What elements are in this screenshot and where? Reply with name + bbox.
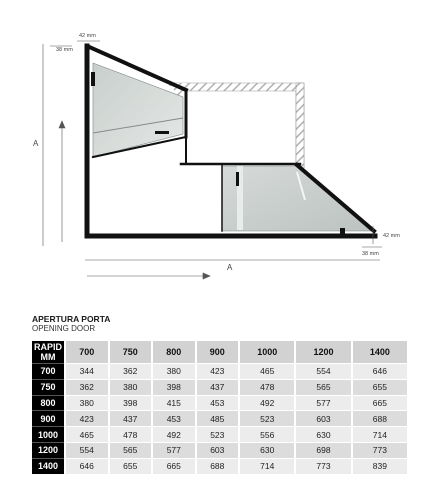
column-header: 1200 xyxy=(294,341,350,363)
table-cell: 655 xyxy=(108,458,152,474)
table-cell: 478 xyxy=(108,426,152,442)
table-row xyxy=(32,426,407,442)
table-cell: 714 xyxy=(351,426,407,442)
table-cell: 630 xyxy=(294,426,350,442)
column-header: 1400 xyxy=(351,341,407,363)
table-cell: 565 xyxy=(294,379,350,395)
table-cell: 398 xyxy=(151,379,195,395)
table-cell: 465 xyxy=(64,426,108,442)
table-cell: 646 xyxy=(64,458,108,474)
dim-right-depth: 42 mm xyxy=(383,233,400,239)
table-cell: 688 xyxy=(351,410,407,426)
table-cell: 688 xyxy=(195,458,239,474)
table-cell: 839 xyxy=(351,458,407,474)
table-cell: 603 xyxy=(195,442,239,458)
row-header: 750 xyxy=(32,379,64,395)
row-header: 1000 xyxy=(32,426,64,442)
table-cell: 492 xyxy=(238,395,294,411)
table-cell: 554 xyxy=(294,363,350,379)
table-cell: 523 xyxy=(238,410,294,426)
table-cell: 630 xyxy=(238,442,294,458)
table-row xyxy=(32,379,407,395)
dim-top-width: 42 mm xyxy=(79,33,96,39)
table-cell: 478 xyxy=(238,379,294,395)
column-header: 800 xyxy=(151,341,195,363)
table-cell: 437 xyxy=(108,410,152,426)
table-cell: 362 xyxy=(108,363,152,379)
table-subtitle: OPENING DOOR xyxy=(32,324,96,333)
table-cell: 665 xyxy=(151,458,195,474)
dim-height-label: A xyxy=(33,139,39,148)
table-cell: 577 xyxy=(294,395,350,411)
table-cell: 554 xyxy=(64,442,108,458)
table-cell: 362 xyxy=(64,379,108,395)
column-header: 900 xyxy=(195,341,239,363)
dim-bottom-offset: 38 mm xyxy=(362,251,379,257)
table-header-row xyxy=(32,341,407,363)
table-cell: 646 xyxy=(351,363,407,379)
table-cell: 773 xyxy=(294,458,350,474)
table-cell: 603 xyxy=(294,410,350,426)
wall-hatch xyxy=(167,83,304,168)
table-cell: 380 xyxy=(64,395,108,411)
table-cell: 492 xyxy=(151,426,195,442)
column-header: 1000 xyxy=(238,341,294,363)
table-row xyxy=(32,458,407,474)
row-header: 1200 xyxy=(32,442,64,458)
table-row xyxy=(32,442,407,458)
table-row xyxy=(32,363,407,379)
table-cell: 437 xyxy=(195,379,239,395)
row-header: 800 xyxy=(32,395,64,411)
table-cell: 565 xyxy=(108,442,152,458)
table-cell: 665 xyxy=(351,395,407,411)
table-cell: 655 xyxy=(351,379,407,395)
table-cell: 380 xyxy=(151,363,195,379)
table-cell: 773 xyxy=(351,442,407,458)
table-cell: 453 xyxy=(195,395,239,411)
corner-label xyxy=(32,341,64,363)
table-cell: 453 xyxy=(151,410,195,426)
table-cell: 344 xyxy=(64,363,108,379)
row-header: 700 xyxy=(32,363,64,379)
table-cell: 465 xyxy=(238,363,294,379)
row-header: 1400 xyxy=(32,458,64,474)
table-cell: 398 xyxy=(108,395,152,411)
table-cell: 423 xyxy=(64,410,108,426)
corner-label-line1: RAPID xyxy=(33,342,62,352)
table-title: APERTURA PORTA xyxy=(32,314,111,324)
upper-door-handle xyxy=(155,131,169,134)
opening-door-table xyxy=(32,341,407,474)
table-cell: 415 xyxy=(151,395,195,411)
lower-glass-panel xyxy=(222,166,371,231)
dim-width-label: A xyxy=(227,263,233,272)
table-cell: 485 xyxy=(195,410,239,426)
table-cell: 423 xyxy=(195,363,239,379)
column-header: 750 xyxy=(108,341,152,363)
dim-top-offset: 38 mm xyxy=(56,47,73,53)
column-header: 700 xyxy=(64,341,108,363)
table-cell: 577 xyxy=(151,442,195,458)
table-row xyxy=(32,395,407,411)
table-cell: 556 xyxy=(238,426,294,442)
table-cell: 698 xyxy=(294,442,350,458)
corner-label-line2: MM xyxy=(40,352,56,362)
lower-door-handle xyxy=(236,172,239,186)
row-header: 900 xyxy=(32,410,64,426)
table-cell: 523 xyxy=(195,426,239,442)
upper-glass-panel xyxy=(93,63,183,157)
table-row xyxy=(32,410,407,426)
table-cell: 380 xyxy=(108,379,152,395)
table-cell: 714 xyxy=(238,458,294,474)
